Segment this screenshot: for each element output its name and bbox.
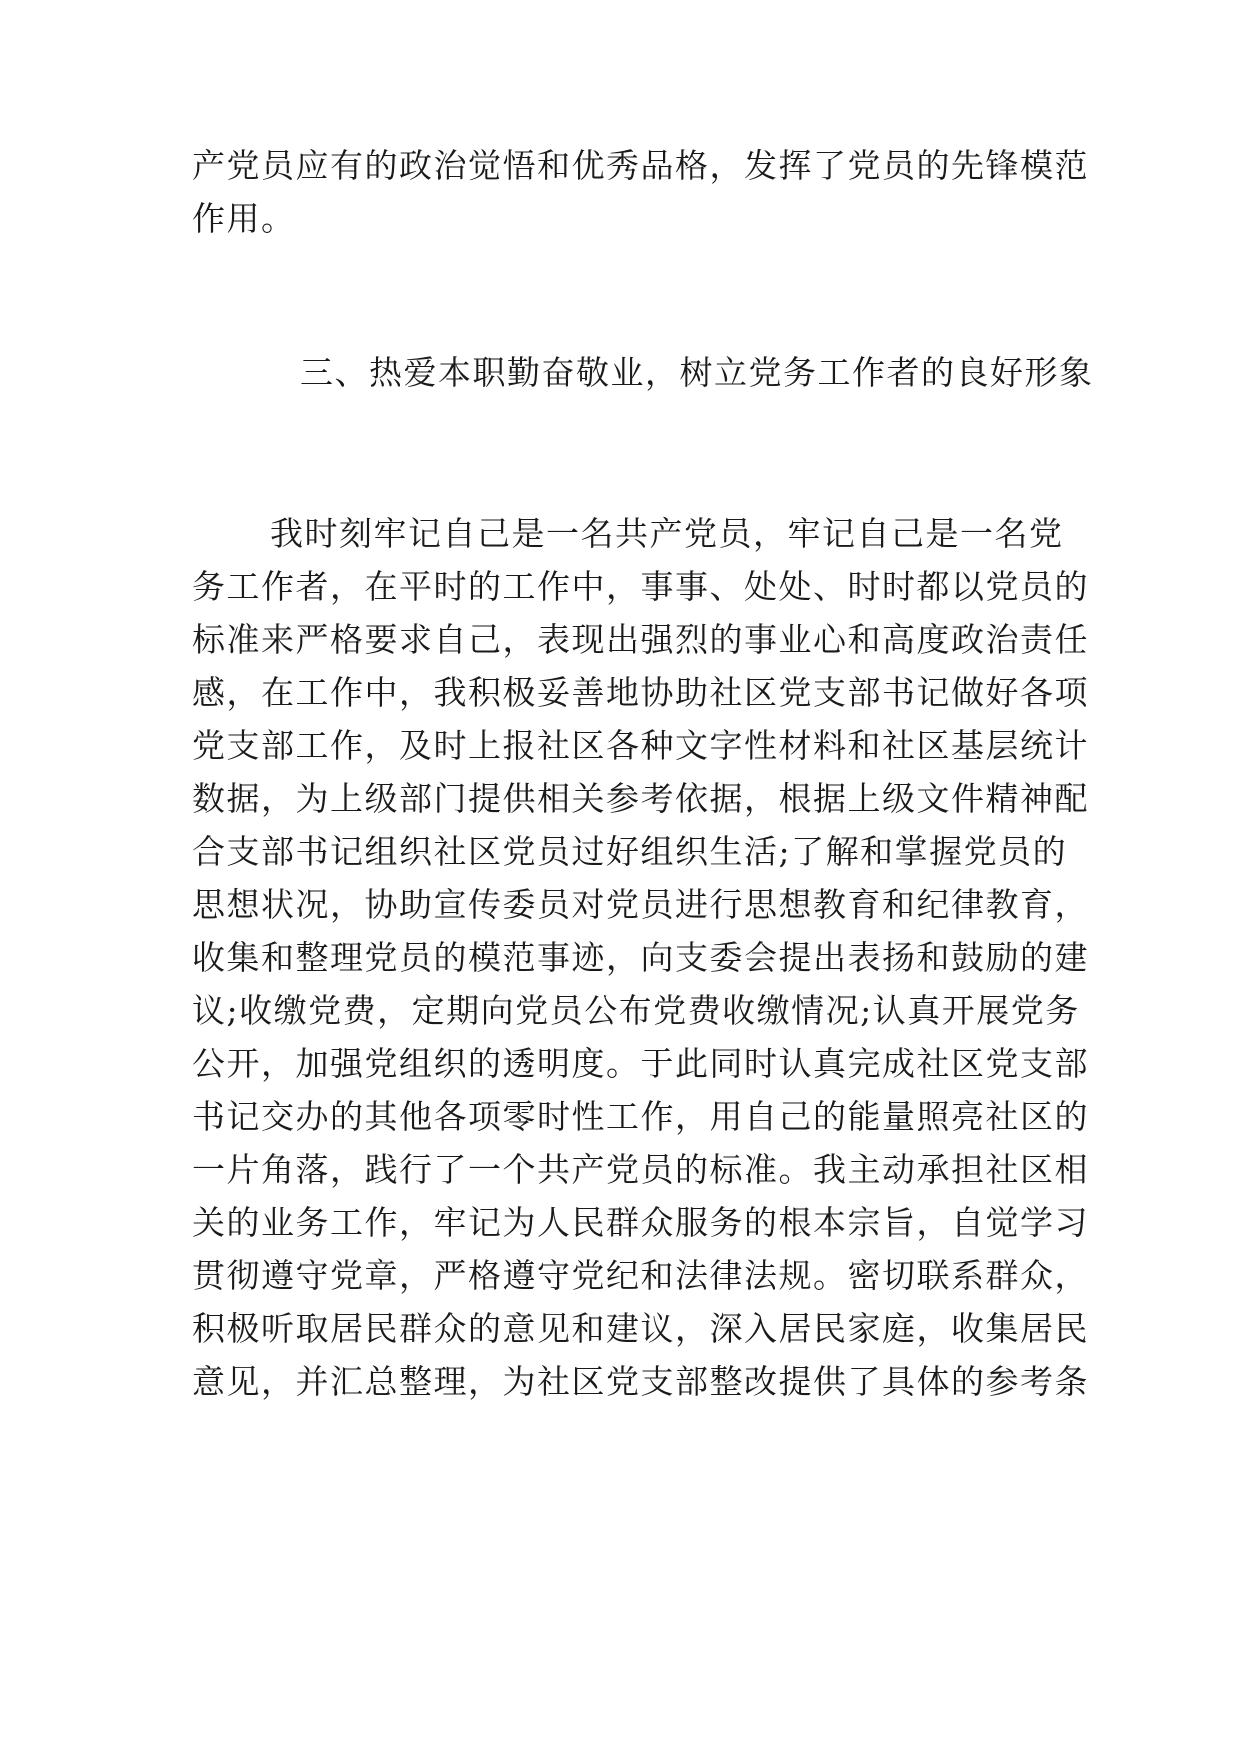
paragraph-2-line-2: 务工作者，在平时的工作中，事事、处处、时时都以党员的: [192, 567, 1089, 606]
paragraph-2-line-7: 合支部书记组织社区党员过好组织生活;了解和掌握党员的: [192, 832, 1068, 871]
paragraph-2-line-13: 一片角落，践行了一个共产党员的标准。我主动承担社区相: [192, 1150, 1089, 1189]
paragraph-2-line-16: 积极听取居民群众的意见和建议，深入居民家庭，收集居民: [192, 1309, 1089, 1348]
paragraph-2-line-11: 公开，加强党组织的透明度。于此同时认真完成社区党支部: [192, 1044, 1089, 1083]
section-heading: 三、热爱本职勤奋敬业，树立党务工作者的良好形象: [300, 353, 1094, 392]
paragraph-2-line-8: 思想状况，协助宣传委员对党员进行思想教育和纪律教育，: [192, 885, 1089, 924]
paragraph-2-line-3: 标准来严格要求自己，表现出强烈的事业心和高度政治责任: [192, 620, 1089, 659]
paragraph-2-line-5: 党支部工作，及时上报社区各种文字性材料和社区基层统计: [192, 726, 1089, 765]
paragraph-1-line-2: 作用。: [192, 199, 296, 238]
paragraph-2-line-17: 意见，并汇总整理，为社区党支部整改提供了具体的参考条: [192, 1362, 1089, 1401]
paragraph-2-line-12: 书记交办的其他各项零时性工作，用自己的能量照亮社区的: [192, 1097, 1089, 1136]
paragraph-2-line-14: 关的业务工作，牢记为人民群众服务的根本宗旨，自觉学习: [192, 1203, 1089, 1242]
paragraph-2-line-15: 贯彻遵守党章，严格遵守党纪和法律法规。密切联系群众，: [192, 1256, 1089, 1295]
paragraph-2-line-9: 收集和整理党员的模范事迹，向支委会提出表扬和鼓励的建: [192, 938, 1089, 977]
paragraph-2-line-10: 议;收缴党费，定期向党员公布党费收缴情况;认真开展党务: [192, 991, 1080, 1030]
paragraph-2-line-4: 感，在工作中，我积极妥善地协助社区党支部书记做好各项: [192, 673, 1089, 712]
paragraph-2-line-6: 数据，为上级部门提供相关参考依据，根据上级文件精神配: [192, 779, 1089, 818]
paragraph-1-line-1: 产党员应有的政治觉悟和优秀品格，发挥了党员的先锋模范: [192, 146, 1089, 185]
paragraph-2-line-1: 我时刻牢记自己是一名共产党员，牢记自己是一名党: [270, 514, 1064, 553]
